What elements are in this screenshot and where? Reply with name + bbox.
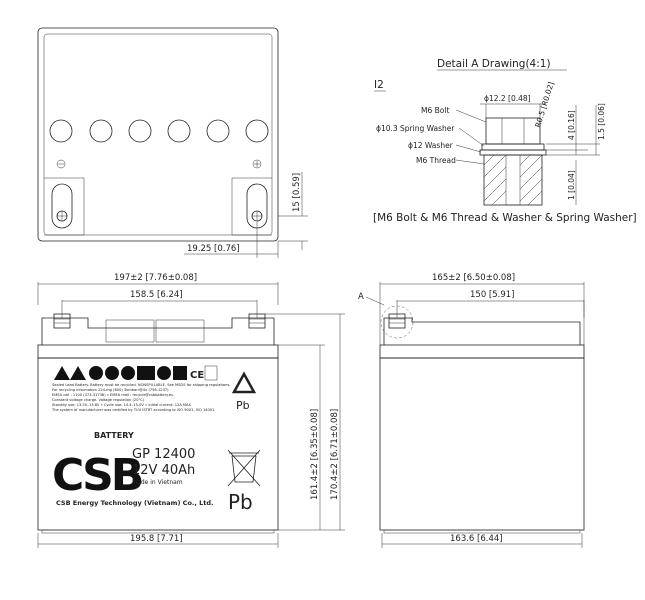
warning-line: Standby use: 13.5V–13.8V » Cycle use: 14.4–15.0V » Initial current: 12A MAX (52, 403, 191, 407)
eye-protection-icon (105, 366, 119, 380)
dim-top-15: 15 [0.59] (292, 172, 302, 212)
terminal-recess-left (44, 178, 84, 235)
dim-side-bottom: 163.6 [6.44] (450, 534, 503, 544)
spring-washer (482, 144, 544, 150)
origin: Made in Vietnam (132, 479, 183, 486)
vent-cap (207, 120, 229, 142)
side-lid-band (380, 345, 584, 358)
standard-mark-icon (205, 366, 217, 380)
side-base (384, 530, 580, 533)
detail-a (373, 58, 637, 224)
lid-handle-left (106, 320, 154, 342)
certification-icon (173, 366, 187, 380)
label-m6-bolt: M6 Bolt (421, 106, 450, 115)
dim-front-width: 197±2 [7.76±0.08] (114, 273, 198, 283)
detail-caption: [M6 Bolt & M6 Thread & Washer & Spring Washer] (373, 212, 637, 224)
top-view (38, 28, 308, 258)
dim-front-height-total: 170.4±2 [6.71±0.08] (330, 408, 340, 500)
terminal-bolt-icon (57, 211, 67, 221)
warning-line: The system of manufacturer was certified by TUV ISTRT according to ISO 9001, ISO 14001. (52, 408, 216, 412)
top-view-outline (38, 28, 278, 241)
dim-top-1925: 19.25 [0.76] (187, 244, 240, 254)
dim-detail-15: 1.5 [0.06] (597, 103, 606, 140)
dim-front-height-body: 161.4±2 [6.35±0.08] (310, 408, 320, 500)
dim-front-terminal: 158.5 [6.24] (130, 290, 183, 300)
plus-mark-icon (253, 160, 261, 168)
side-lid (384, 318, 580, 345)
warning-line: Constant voltage charge. Voltage regulation (20°C) (52, 398, 145, 402)
crossed-bin-icon (228, 450, 260, 486)
label-spring-washer: ϕ10.3 Spring Washer (376, 124, 455, 133)
vent-cap (90, 120, 112, 142)
top-view-inner-outline (44, 34, 272, 235)
flat-washer (480, 150, 546, 155)
label-m6-thread: M6 Thread (416, 156, 456, 165)
dim-front-bottom: 195.8 [7.71] (130, 534, 183, 544)
pb-label-bottom: Pb (228, 490, 253, 514)
warning-triangle-icon (54, 366, 70, 380)
dim-side-terminal: 150 [5.91] (470, 290, 515, 300)
bolt-head (486, 118, 540, 144)
warning-triangle-icon (70, 366, 86, 380)
dim-detail-1: 1 [0.04] (567, 170, 576, 200)
vent-cap (129, 120, 151, 142)
vent-cap (246, 120, 268, 142)
detail-marker: A (358, 292, 364, 302)
vent-cap (50, 120, 72, 142)
thread-hatching (484, 155, 542, 205)
dim-detail-4: 4 [0.16] (567, 110, 576, 140)
side-body (380, 358, 584, 530)
no-fire-icon (89, 366, 103, 380)
minus-mark-icon (57, 160, 65, 168)
front-lid (42, 318, 274, 345)
csb-logo (52, 431, 142, 501)
dim-detail-top: ϕ12.2 [0.48] (484, 94, 531, 103)
recycle-number-icon (157, 366, 171, 380)
warning-text (51, 383, 230, 412)
company-name: CSB Energy Technology (Vietnam) Co., Ltd. (56, 499, 214, 507)
warning-line: For recycling information 224-mg (800) 3kmbarr@4u (756-1237) (52, 388, 169, 392)
recycle-icon (234, 374, 254, 392)
front-view (38, 273, 345, 548)
read-manual-icon (121, 366, 135, 380)
front-lid-band (38, 345, 278, 358)
terminal-bolt-icon (252, 211, 262, 221)
label-washer: ϕ12 Washer (408, 141, 453, 150)
dim-detail-r: R0.5 [R0.02] (533, 80, 556, 129)
model-number: GP 12400 (132, 447, 196, 462)
warning-line: EMEA call : 1100 (373-31738) » EMEA mail : recycle@csbbattery.eu (52, 393, 174, 397)
battery-word: BATTERY (94, 431, 134, 440)
svg-text:CSB: CSB (52, 450, 142, 501)
warning-icon-row (54, 366, 217, 381)
side-view (358, 273, 584, 548)
detail-title: Detail A Drawing(4:1) (437, 58, 551, 70)
terminal-code: I2 (374, 79, 384, 91)
dim-side-width: 165±2 [6.50±0.08] (432, 273, 516, 283)
warning-line: Sealed Lead Battery. Battery must be recycled. NONSPILLABLE. See MSDS for shipping regulations. (52, 383, 231, 387)
rating: 12V 40Ah (132, 463, 196, 478)
ce-mark: CE (190, 370, 205, 381)
ul-mark-icon (137, 366, 155, 380)
front-base (42, 530, 274, 533)
pb-label-top: Pb (236, 399, 250, 412)
vent-cap (168, 120, 190, 142)
lid-handle-right (156, 320, 204, 342)
